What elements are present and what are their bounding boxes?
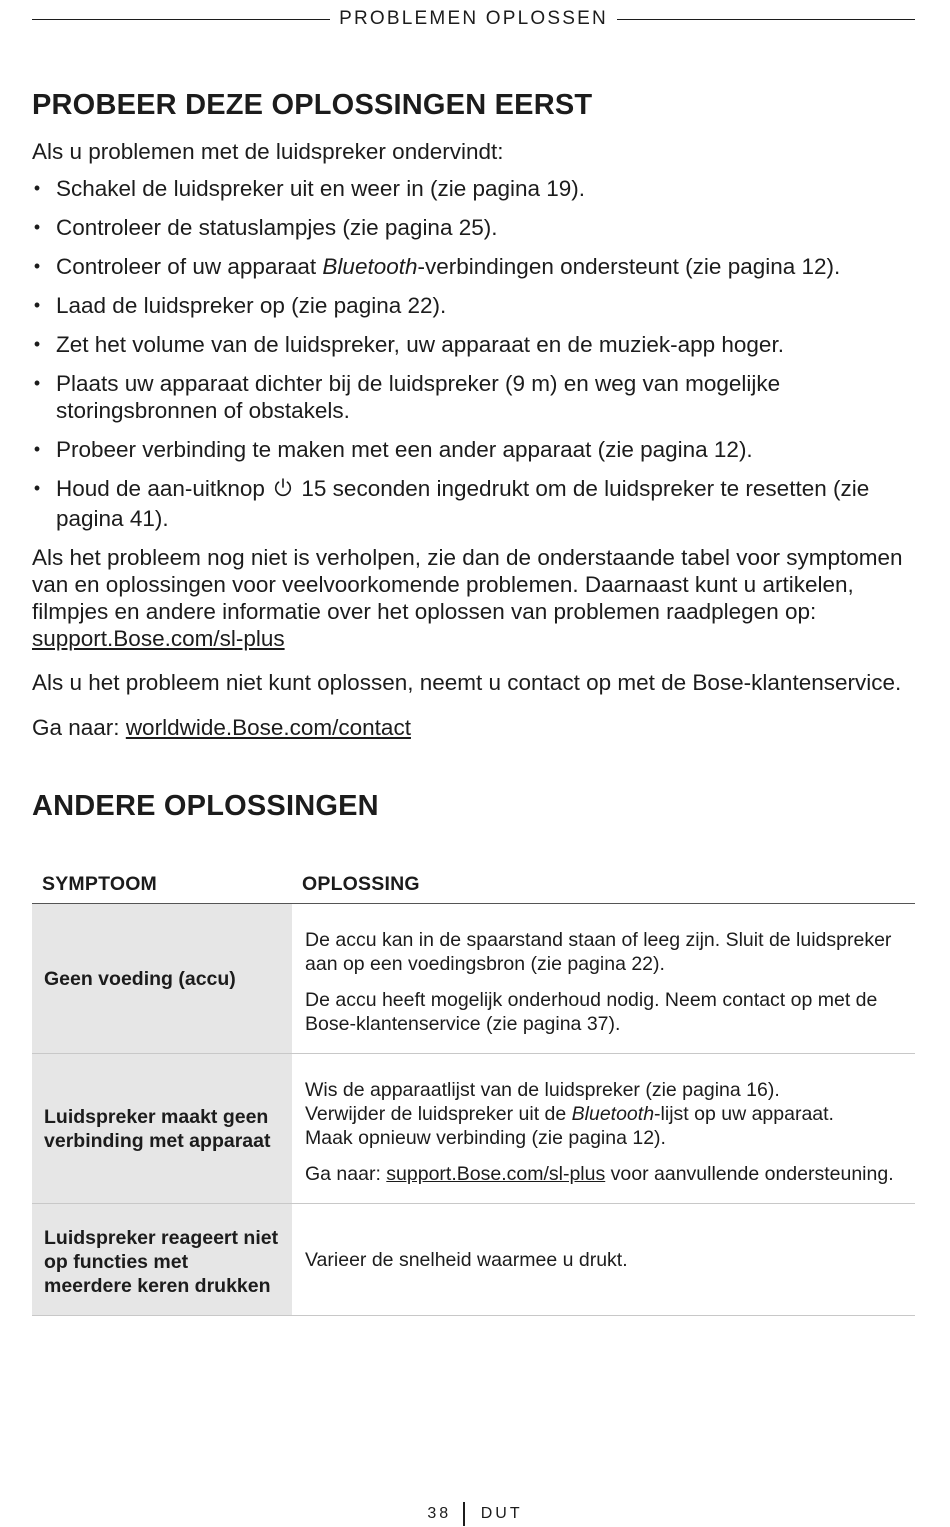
- support-link[interactable]: support.Bose.com/sl-plus: [386, 1163, 606, 1185]
- symptom-cell: Geen voeding (accu): [32, 904, 292, 1054]
- section-title: PROBLEMEN OPLOSSEN: [339, 8, 608, 29]
- bullet-icon: •: [33, 295, 41, 315]
- header-rule-left: [32, 19, 330, 20]
- page-number: 38: [427, 1505, 452, 1522]
- followup-text: Als het probleem nog niet is verholpen, zie dan de onderstaande tabel voor symptomen van en oplossingen voor veelvoorkomende problemen. Daarnaast kunt u artikelen, filmpjes en andere informatie over het oplossen van problemen raadplegen op: support.Bose.com/sl-plus: [32, 545, 903, 651]
- list-item: • Probeer verbinding te maken met een ander apparaat (zie pagina 12).: [33, 437, 753, 462]
- contact-text: Als u het probleem niet kunt oplossen, neemt u contact op met de Bose-klantenservice.: [32, 670, 902, 695]
- column-header-solution: OPLOSSING: [292, 868, 915, 904]
- footer-divider: [463, 1502, 465, 1526]
- column-header-symptom: SYMPTOOM: [32, 868, 292, 904]
- power-icon: [273, 477, 293, 505]
- solution-list: [32, 175, 915, 532]
- table-row: [32, 1204, 915, 1316]
- list-item: • Zet het volume van de luidspreker, uw apparaat en de muziek-app hoger.: [33, 332, 784, 357]
- table-header-row: [32, 868, 915, 904]
- list-item: • Controleer of uw apparaat Bluetooth-verbindingen ondersteunt (zie pagina 12).: [33, 254, 841, 279]
- goto-text: Ga naar: worldwide.Bose.com/contact: [32, 715, 411, 740]
- page-footer: [0, 1501, 950, 1527]
- bullet-icon: •: [33, 217, 41, 237]
- support-link[interactable]: support.Bose.com/sl-plus: [32, 626, 285, 651]
- table-row: [32, 1054, 915, 1204]
- page-content: [32, 86, 915, 1316]
- list-item: • Controleer de statuslampjes (zie pagina 25).: [33, 215, 498, 240]
- list-item: • Laad de luidspreker op (zie pagina 22).: [33, 293, 447, 318]
- list-item: • Schakel de luidspreker uit en weer in (zie pagina 19).: [33, 176, 586, 201]
- bullet-icon: •: [33, 178, 41, 198]
- solution-cell: Wis de apparaatlijst van de luidspreker (zie pagina 16). Verwijder de luidspreker uit de Bluetooth-lijst op uw apparaat. Maak opnieuw verbinding (zie pagina 12). Ga naar: support.Bose.com/sl-plus voor aanvullende ondersteuning.: [292, 1054, 915, 1204]
- intro-text: Als u problemen met de luidspreker ondervindt:: [32, 139, 504, 164]
- symptom-cell: Luidspreker reageert niet op functies met meerdere keren drukken: [32, 1204, 292, 1316]
- list-item: • Houd de aan-uitknop 15 seconden ingedrukt om de luidspreker te resetten (zie pagina 41).: [33, 476, 870, 531]
- page-header: [32, 6, 915, 32]
- bullet-icon: •: [33, 478, 41, 498]
- solution-cell: De accu kan in de spaarstand staan of leeg zijn. Sluit de luidspreker aan op een voedingsbron (zie pagina 22). De accu heeft mogelijk onderhoud nodig. Neem contact op met de Bose-klantenservice (zie pagina 37).: [292, 904, 915, 1054]
- heading-try-first: PROBEER DEZE OPLOSSINGEN EERST: [32, 89, 593, 121]
- table-row: [32, 904, 915, 1054]
- contact-link[interactable]: worldwide.Bose.com/contact: [125, 715, 411, 740]
- language-code: DUT: [480, 1505, 523, 1522]
- header-rule-right: [617, 19, 915, 20]
- list-item: • Plaats uw apparaat dichter bij de luidspreker (9 m) en weg van mogelijke storingsbronnen of obstakels.: [33, 371, 781, 423]
- heading-other-solutions: ANDERE OPLOSSINGEN: [32, 790, 379, 822]
- symptom-cell: Luidspreker maakt geen verbinding met apparaat: [32, 1054, 292, 1204]
- bullet-icon: •: [33, 439, 41, 459]
- solution-cell: Varieer de snelheid waarmee u drukt.: [292, 1204, 915, 1316]
- troubleshooting-table: [32, 868, 915, 1316]
- bullet-icon: •: [33, 373, 41, 393]
- bullet-icon: •: [33, 256, 41, 276]
- bullet-icon: •: [33, 334, 41, 354]
